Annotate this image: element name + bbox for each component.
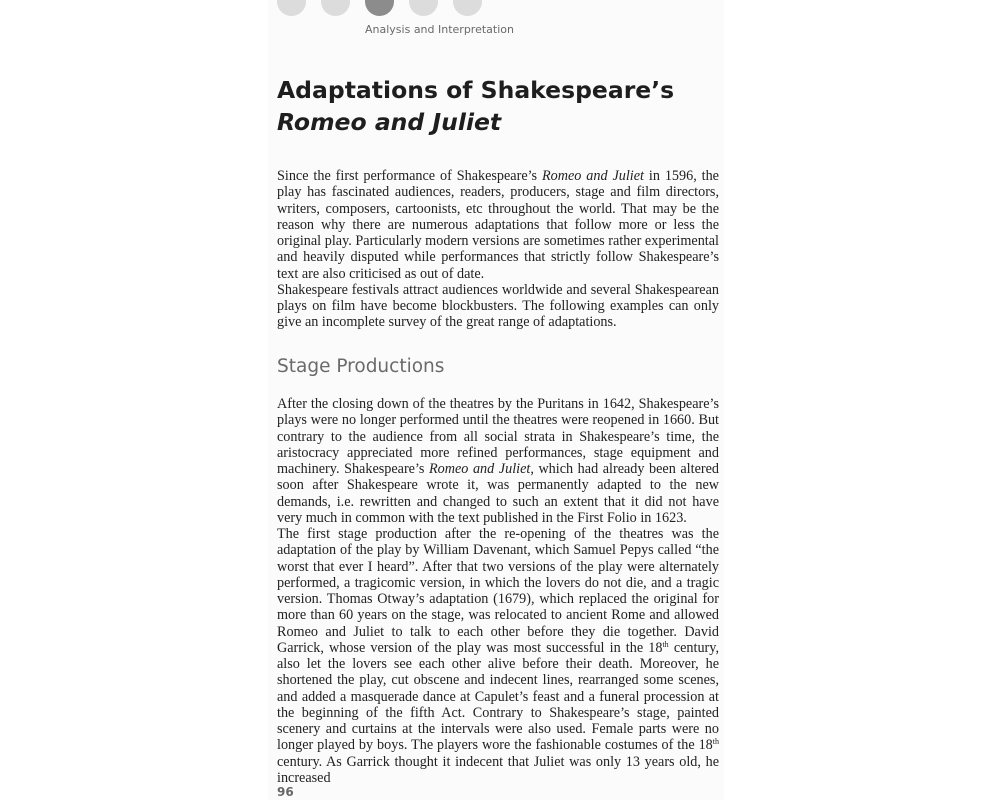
play-title-italic: Romeo and Juliet <box>541 168 644 184</box>
stage-paragraph-2 <box>277 526 719 786</box>
text-run: The first stage production after the re-opening of the theatres was the adaptation of the play by William Davenant, which Samuel Pepys called “the worst that ever I heard”. After that two versions of the play were alternately performed, a tragicomic version, in which the lovers do not die, and a tragic version. Thomas Otway’s adaptation (1679), which replaced the original for more than 60 years on the stage, was relocated to ancient Rome and allowed Romeo and Juliet to talk to each other before they die together. David Garrick, whose version of the play was most successful in the 18 <box>277 526 719 656</box>
intro-paragraph-2: Shakespeare festivals attract audiences worldwide and several Shakespearean plays on film have become blockbusters. The following examples can only give an incomplete survey of the great range of adaptations. <box>277 281 719 331</box>
intro-paragraph-1 <box>277 168 719 282</box>
page-title <box>277 74 674 138</box>
text-run: century, also let the lovers see each other alive before their death. Moreover, he shortened the play, cut obscene and indecent lines, rearranged some scenes, and added a masquerade dance at Capulet’s feast and a funeral procession at the beginning of the fifth Act. Contrary to Shakespeare’s stage, painted scenery and curtains at the intervals were also used. Female parts were no longer played by boys. The players wore the fashionable costumes of the 18 <box>277 639 719 754</box>
intro-section <box>277 168 719 331</box>
ordinal-superscript: th <box>662 639 669 649</box>
text-run: , which had already been altered soon after Shakespeare wrote it, was permanently adapted to the new demands, i.e. rewritten and changed to such an extent that it did not have very much in common with the text published in the First Folio in 1623. <box>277 461 719 526</box>
text-run: in 1596, the play has fascinated audiences, readers, producers, stage and film directors, writers, composers, cartoonists, etc throughout the world. That may be the reason why there are numerous adaptations that follow more or less the original play. Particularly modern versions are sometimes rather experimental and heavily disputed while performances that strictly follow Shakespeare’s text are also criticised as out of date. <box>277 168 719 282</box>
play-title-italic: Romeo and Juliet <box>429 461 531 477</box>
text-run: century. As Garrick thought it indecent that Juliet was only 13 years old, he increased <box>277 753 719 786</box>
title-line-2: Romeo and Juliet <box>277 108 502 136</box>
stage-paragraph-1 <box>277 396 719 526</box>
ordinal-superscript: th <box>712 737 719 747</box>
text-run: After the closing down of the theatres by the Puritans in 1642, Shakespeare’s plays were no longer performed until the theatres were reopened in 1660. But contrary to the audience from all social strata in Shakespeare’s time, the aristocracy appreciated more refined performances, stage equipment and machinery. Shakespeare’s <box>277 396 719 477</box>
title-line-1: Adaptations of Shakespeare’s <box>277 76 675 104</box>
section-heading-stage-productions: Stage Productions <box>277 356 445 377</box>
section-label: Analysis and Interpretation <box>365 23 514 36</box>
stage-productions-section <box>277 396 719 786</box>
page-number: 96 <box>277 785 294 799</box>
text-run: Since the first performance of Shakespeare’s <box>277 168 542 184</box>
